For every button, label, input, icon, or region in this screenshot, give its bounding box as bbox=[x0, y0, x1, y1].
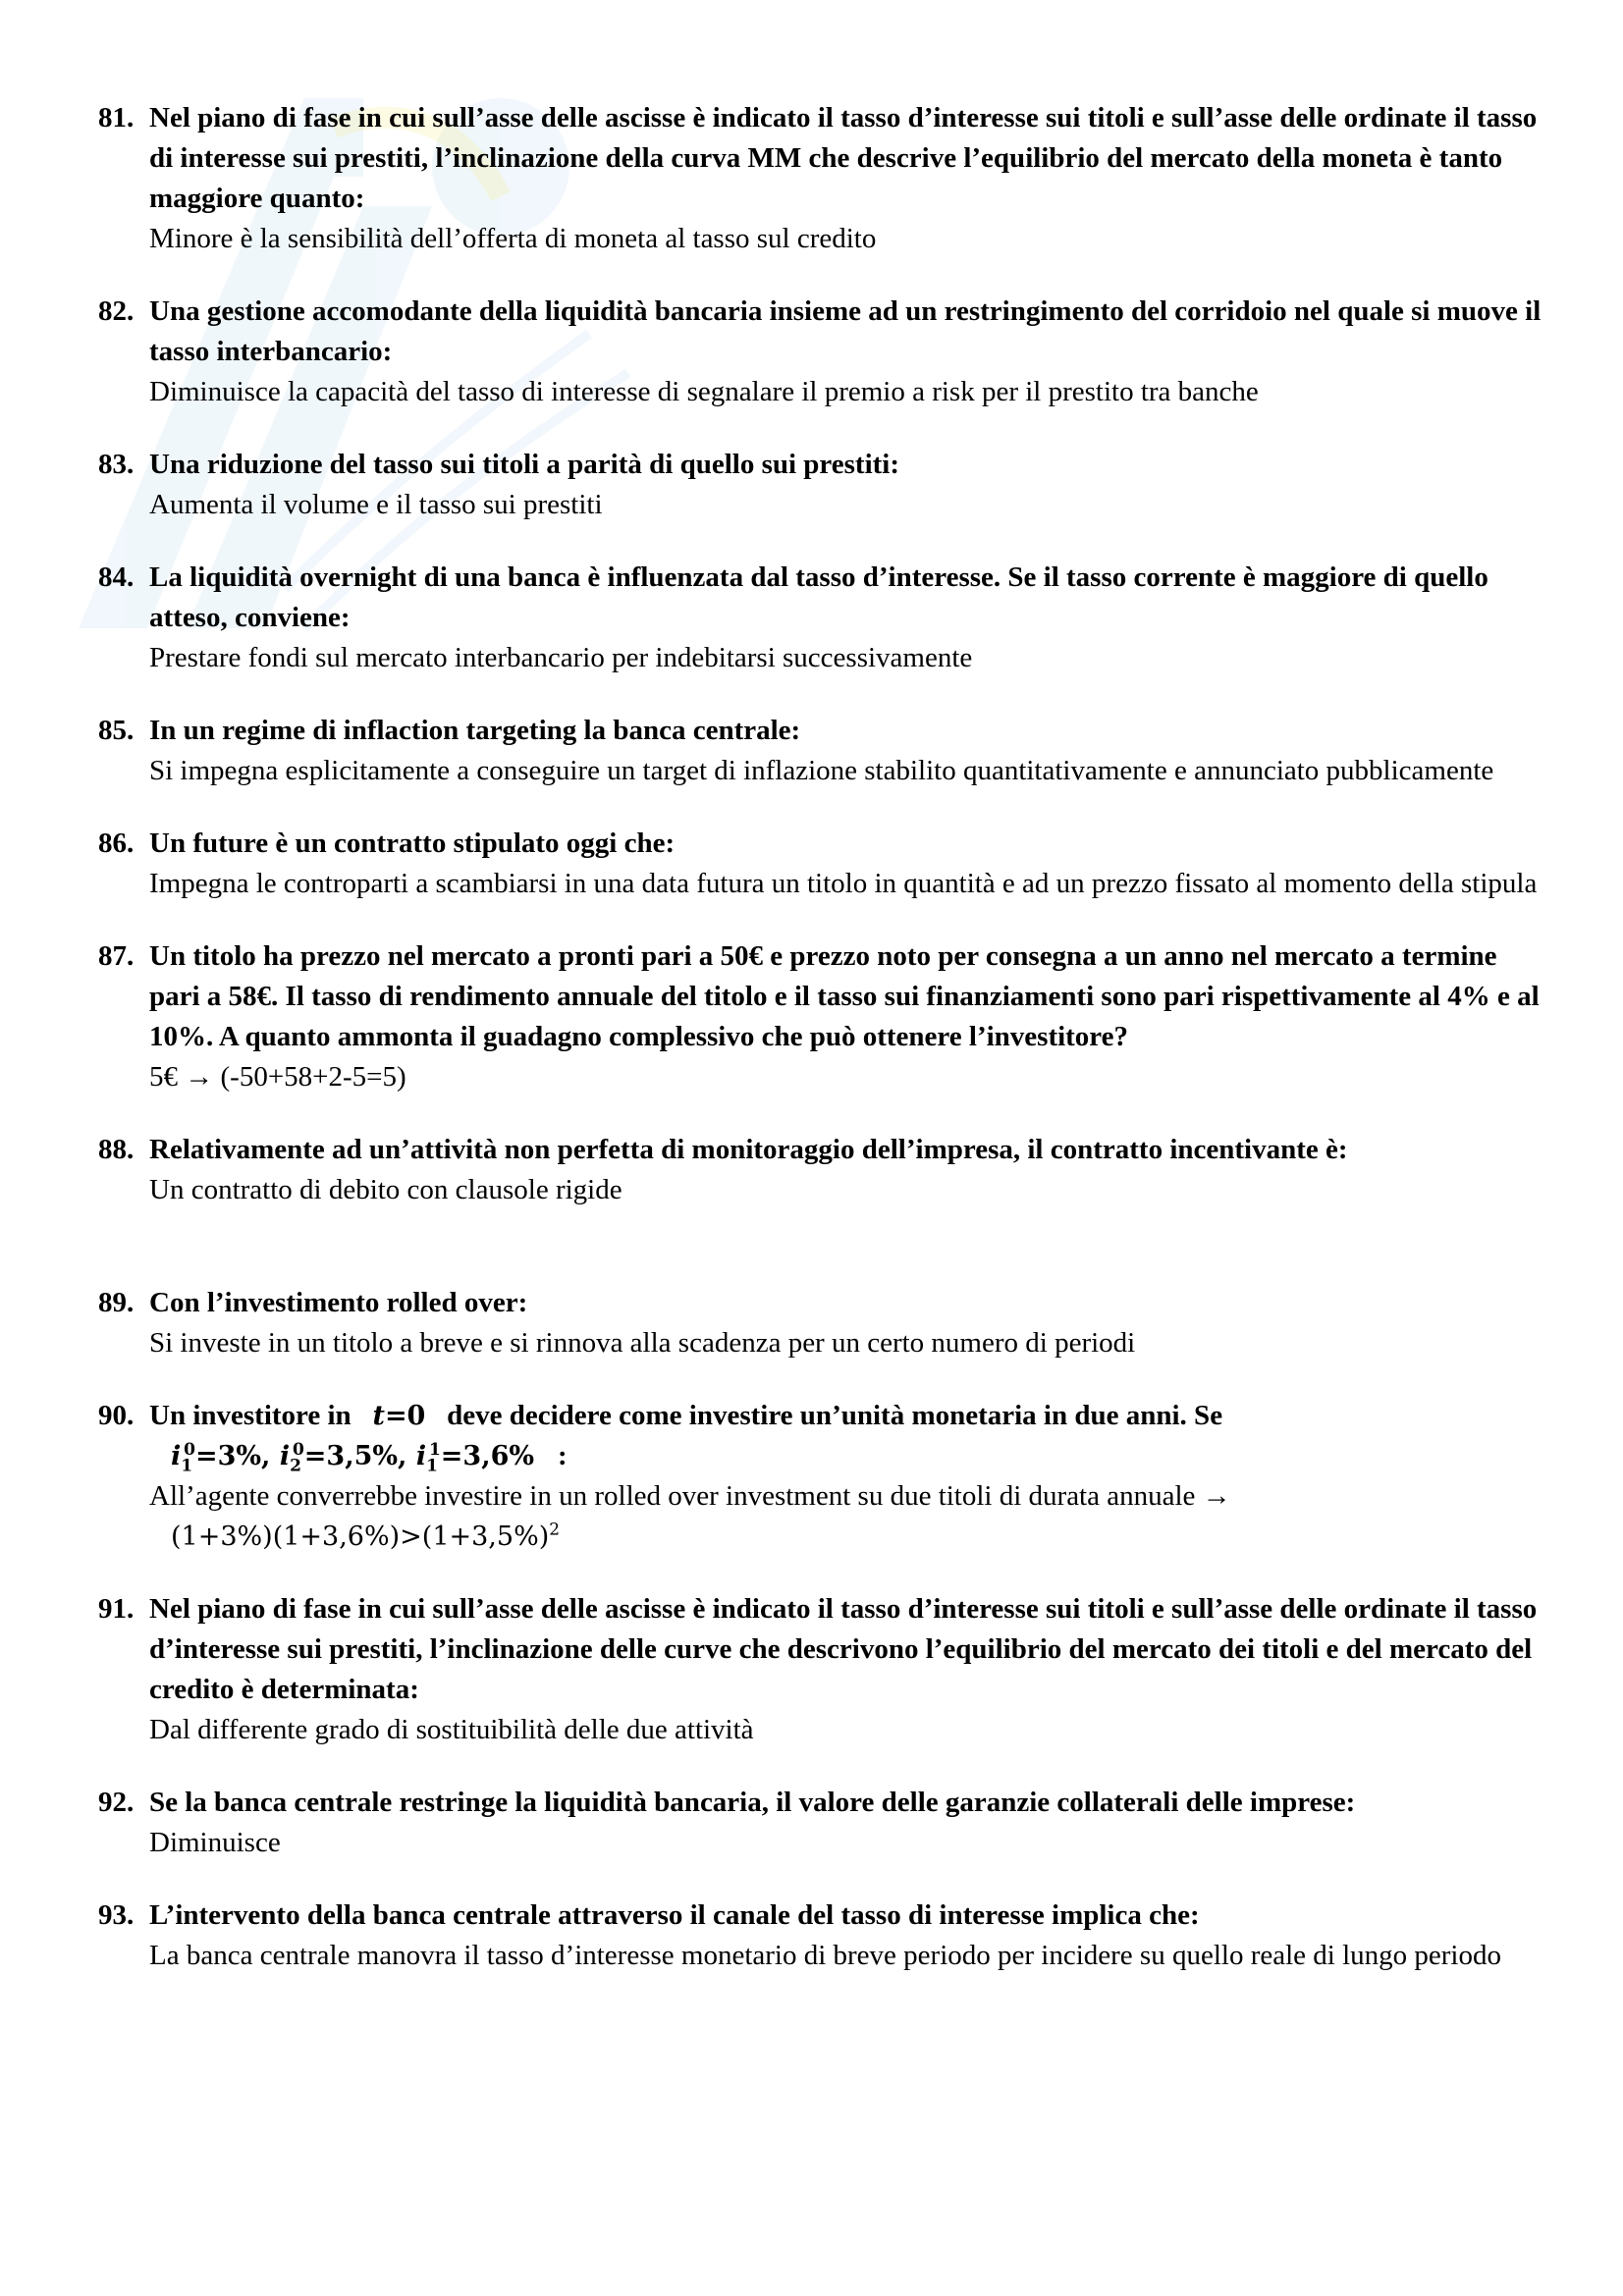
question-number: 90. bbox=[98, 1400, 135, 1431]
question-81 bbox=[98, 98, 1542, 259]
question-text: Nel piano di fase in cui sull’asse delle ascisse è indicato il tasso d’interesse sui titoli e sull’asse delle ordinate il tasso d’interesse sui prestiti, l’inclinazione delle curve che descrivono l’equilibrio del mercato dei titoli e del mercato del credito è determinata: bbox=[149, 1593, 1538, 1705]
question-text: Una riduzione del tasso sui titoli a parità di quello sui prestiti: bbox=[149, 449, 900, 480]
question-text: Relativamente ad un’attività non perfetta di monitoraggio dell’impresa, il contratto incentivante è: bbox=[149, 1134, 1348, 1165]
question-83 bbox=[98, 445, 1542, 525]
answer-text: Si impegna esplicitamente a conseguire un target di inflazione stabilito quantitativamente e annunciato pubblicamente bbox=[149, 755, 1494, 786]
answer-text: Un contratto di debito con clausole rigide bbox=[149, 1174, 622, 1205]
math-time bbox=[372, 1401, 425, 1431]
question-number: 83. bbox=[98, 449, 135, 480]
question-text: La liquidità overnight di una banca è influenzata dal tasso d’interesse. Se il tasso corrente è maggiore di quello atteso, conviene: bbox=[149, 561, 1488, 633]
answer-text: Minore è la sensibilità dell’offerta di moneta al tasso sul credito bbox=[149, 223, 877, 254]
answer-text: Prestare fondi sul mercato interbancario per indebitarsi successivamente bbox=[149, 642, 973, 673]
question-text: In un regime di inflaction targeting la banca centrale: bbox=[149, 715, 801, 746]
colon: : bbox=[557, 1440, 568, 1471]
question-84 bbox=[98, 558, 1542, 678]
math-rates bbox=[171, 1440, 543, 1476]
math-var-t: t bbox=[372, 1401, 385, 1431]
question-number: 82. bbox=[98, 295, 135, 327]
question-number: 85. bbox=[98, 715, 135, 746]
inequality-exponent: 2 bbox=[549, 1520, 561, 1540]
math-var-i: i bbox=[171, 1441, 182, 1471]
answer-text: Dal differente grado di sostituibilità delle due attività bbox=[149, 1714, 754, 1745]
question-text: Un titolo ha prezzo nel mercato a pronti pari a 50€ e prezzo noto per consegna a un anno nel mercato a termine pari a 58€. Il tasso di rendimento annuale del titolo e il tasso sui finanziamenti sono pari rispettivamente al 4% e al 10%. A quanto ammonta il guadagno complessivo che può ottenere l’investitore? bbox=[149, 940, 1540, 1052]
question-number: 89. bbox=[98, 1287, 135, 1318]
math-value: =3,5%, bbox=[303, 1441, 407, 1471]
answer-text: La banca centrale manovra il tasso d’interesse monetario di breve periodo per incidere su quello reale di lungo periodo bbox=[149, 1940, 1501, 1971]
math-sub: 1 bbox=[426, 1456, 438, 1476]
question-number: 93. bbox=[98, 1899, 135, 1931]
math-sup: 0 bbox=[184, 1440, 195, 1460]
question-87 bbox=[98, 936, 1542, 1097]
math-var-i: i bbox=[279, 1441, 291, 1471]
question-text: Nel piano di fase in cui sull’asse delle ascisse è indicato il tasso d’interesse sui titoli e sull’asse delle ordinate il tasso di interesse sui prestiti, l’inclinazione della curva MM che descrive l’equilibrio del mercato della moneta è tanto maggiore quanto: bbox=[149, 102, 1538, 214]
answer-text: Diminuisce la capacità del tasso di interesse di segnalare il premio a risk per il prestito tra banche bbox=[149, 376, 1259, 407]
math-eq-zero: =0 bbox=[384, 1401, 426, 1431]
question-86 bbox=[98, 824, 1542, 904]
question-85 bbox=[98, 711, 1542, 791]
inequality-sign: > bbox=[400, 1522, 422, 1552]
question-88 bbox=[98, 1130, 1542, 1210]
question-number: 81. bbox=[98, 102, 135, 133]
math-value: =3,6% bbox=[440, 1441, 535, 1471]
question-number: 86. bbox=[98, 828, 135, 859]
answer-text: Impegna le controparti a scambiarsi in una data futura un titolo in quantità e ad un prezzo fissato al momento della stipula bbox=[149, 868, 1538, 899]
math-sub: 1 bbox=[181, 1456, 193, 1476]
answer-text: Diminuisce bbox=[149, 1827, 281, 1858]
answer-inequality bbox=[149, 1517, 1542, 1557]
question-text: Un future è un contratto stipulato oggi che: bbox=[149, 828, 676, 859]
question-text: Una gestione accomodante della liquidità bancaria insieme ad un restringimento del corridoio nel quale si muove il tasso interbancario: bbox=[149, 295, 1542, 367]
question-number: 84. bbox=[98, 561, 135, 593]
question-text-part: deve decidere come investire un’unità monetaria in due anni. Se bbox=[447, 1400, 1223, 1431]
answer-text: 5€ → (-50+58+2-5=5) bbox=[149, 1061, 406, 1093]
question-92 bbox=[98, 1783, 1542, 1863]
question-93 bbox=[98, 1896, 1542, 1976]
question-82 bbox=[98, 292, 1542, 412]
answer-text: All’agente converrebbe investire in un rolled over investment su due titoli di durata annuale → bbox=[149, 1480, 1231, 1512]
inequality-right: (1+3,5%) bbox=[421, 1522, 550, 1552]
math-sub: 2 bbox=[290, 1456, 301, 1476]
question-text-part: Un investitore in bbox=[149, 1400, 352, 1431]
question-number: 88. bbox=[98, 1134, 135, 1165]
answer-text: Aumenta il volume e il tasso sui prestiti bbox=[149, 489, 603, 520]
question-89 bbox=[98, 1283, 1542, 1363]
question-text: Con l’investimento rolled over: bbox=[149, 1287, 528, 1318]
question-number: 92. bbox=[98, 1787, 135, 1818]
question-90 bbox=[98, 1396, 1542, 1557]
question-text: Se la banca centrale restringe la liquidità bancaria, il valore delle garanzie collaterali delle imprese: bbox=[149, 1787, 1356, 1818]
math-var-i: i bbox=[415, 1441, 427, 1471]
math-sup: 0 bbox=[292, 1440, 304, 1460]
question-rates bbox=[149, 1436, 1542, 1476]
inequality-left: (1+3%)(1+3,6%) bbox=[171, 1522, 401, 1552]
math-sup: 1 bbox=[428, 1440, 441, 1460]
question-91 bbox=[98, 1589, 1542, 1750]
document-page bbox=[98, 98, 1542, 1976]
question-text: L’intervento della banca centrale attraverso il canale del tasso di interesse implica che: bbox=[149, 1899, 1200, 1931]
question-number: 87. bbox=[98, 940, 135, 972]
question-text bbox=[149, 1396, 1542, 1436]
math-value: =3%, bbox=[194, 1441, 271, 1471]
question-number: 91. bbox=[98, 1593, 135, 1625]
answer-text: Si investe in un titolo a breve e si rinnova alla scadenza per un certo numero di periodi bbox=[149, 1327, 1136, 1359]
